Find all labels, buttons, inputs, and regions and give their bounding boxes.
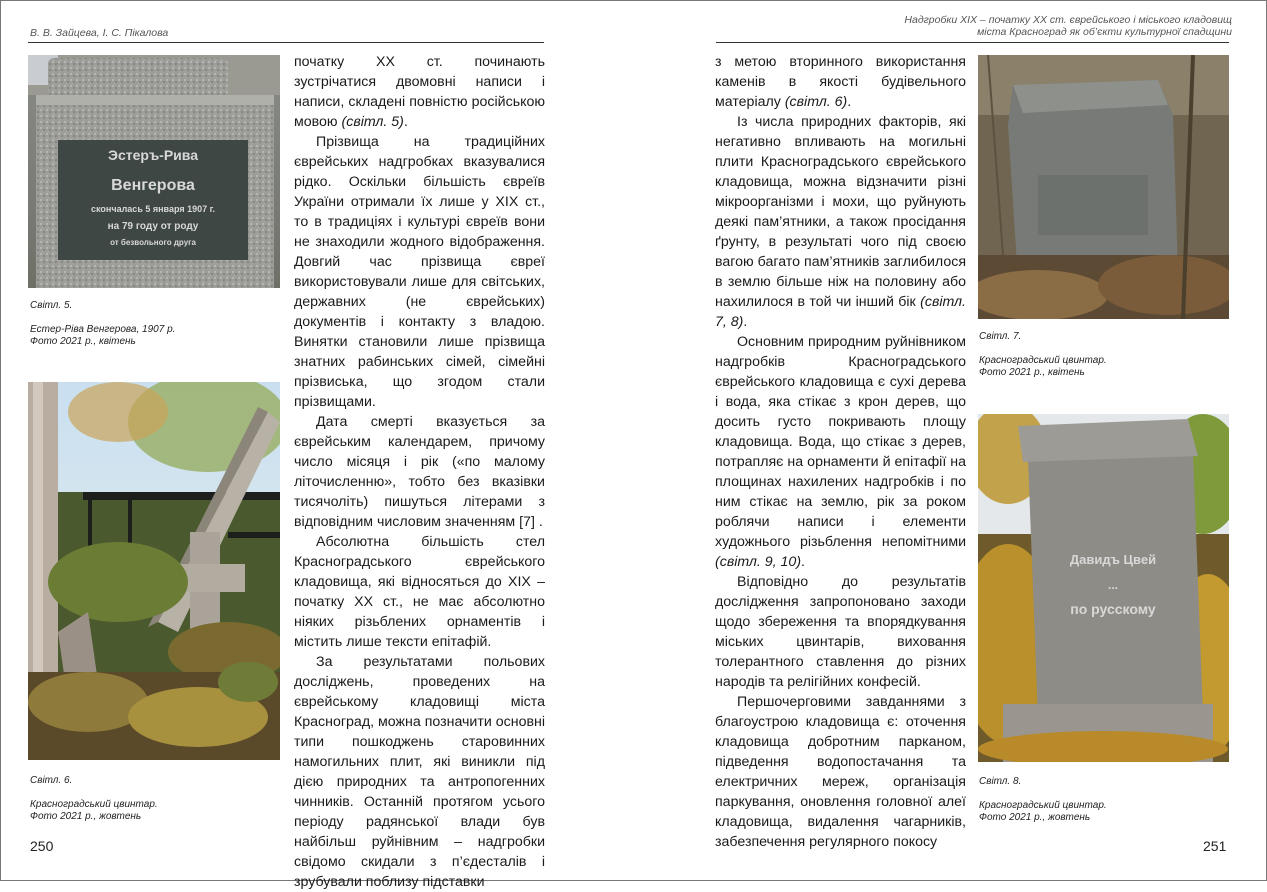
caption-photo-6 [30,775,158,823]
caption-6-line1: Красноградський цвинтар. [30,799,158,810]
left-text-column [294,52,545,892]
caption-8-line2: Фото 2021 р., жовтень [979,812,1091,823]
stone-8-line-3: по русскому [1070,601,1156,617]
left-running-head: В. В. Зайцева, І. С. Пікалова [30,27,169,39]
caption-7-line2: Фото 2021 р., квітень [979,367,1085,378]
caption-photo-5 [30,300,175,348]
stone-8-line-2: ... [1107,578,1119,592]
left-header-rule [28,42,544,43]
right-page-number: 251 [1203,838,1227,854]
right-running-head [904,14,1232,38]
left-paragraph-2: Прізвища на традиційних єврейських надгробках вказувалися рідко. Оскільки більшість євреїв України отримали їх лише у ХІХ ст., то в традиціях і культурі євреїв вони не знаходили жодного відображення. Довгий час прізвища євреї використовували лише для світських, державних (не єврейських) документів і контакту з владою. Винятки становили лише прізвища знатних рабинських сімей, сімейні прізвиська, що згодом стали прізвищами. [294,134,545,410]
right-running-head-line1: Надгробки ХІХ – початку ХХ ст. єврейського і міського кладовищ [904,14,1232,26]
stone-5-line-1: Эстеръ-Рива [108,147,198,163]
stone-5-line-4: на 79 году от роду [107,221,199,232]
caption-5-line1: Естер-Ріва Венгерова, 1907 р. [30,324,176,335]
caption-7-label: Світл. 7. [979,331,1022,342]
right-paragraph-1: з метою вторинного використання каменів в якості будівельного матеріалу (світл. 6). [715,54,966,110]
right-paragraph-3: Основним природним руйнівником надгробків Красноградського єврейського кладовища є сухі дерева і вода, яка стікає з крон дерев, що досить густо покривають площу кладовища. Вода, що стікає з дерев, потрапляє на орнаменти й епітафії на площинах нахилених надгробків і по ним стікає на землю, рік за роком роблячи написи і елементи художнього різьблення непомітними (світл. 9, 10). [715,334,966,570]
right-paragraph-4: Відповідно до результатів дослідження запропоновано заходи щодо збереження та впорядкування міських цвинтарів, виховання толерантного ставлення до різних народів та релігійних конфесій. [715,574,966,690]
photo-5-ester-riva-gravestone [28,55,280,288]
stone-5-line-5: от безвольного друга [110,238,196,247]
caption-photo-8 [979,776,1107,824]
stone-5-line-3: скончалась 5 января 1907 г. [91,204,215,214]
caption-photo-7 [979,331,1107,379]
right-running-head-line2: міста Красноград як об’єкти культурної спадщини [977,26,1232,38]
caption-6-line2: Фото 2021 р., жовтень [30,811,142,822]
right-paragraph-2: Із числа природних факторів, які негативно впливають на могильні плити Красноградського єврейського кладовища, можна відзначити різні мікроорганізми і мохи, що руйнують деякі пам’ятники, а також просідання ґрунту, в результаті чого під своєю вагою багато пам’ятників заглибилося в землю більше ніж на половину або нахилилося в той чи інший бік (світл. 7, 8). [715,114,966,330]
left-page-number: 250 [30,838,54,854]
caption-8-label: Світл. 8. [979,776,1022,787]
right-header-rule [716,42,1229,43]
stone-8-line-1: Давидъ Цвей [1069,552,1157,567]
left-paragraph-4: Абсолютна більшість стел Красноградського єврейського кладовища, які відносяться до ХІХ – початку ХХ ст., не має абсолютно ніяких різьблених орнаментів і містить лише тексти епітафій. [294,534,545,650]
stone-5-line-2: Венгерова [111,177,195,194]
photo-8-tilted-gravestone [978,414,1229,762]
right-paragraph-5: Першочерговими завданнями з благоустрою кладовища є: оточення кладовища добротним парканом, підведення водопостачання та електричних мереж, організація паркування, оновлення головної алеї кладовища, видалення чагарників, забезпечення регулярного покосу [715,694,966,850]
photo-6-fallen-cross [28,382,280,760]
caption-7-line1: Красноградський цвинтар. [979,355,1107,366]
caption-8-line1: Красноградський цвинтар. [979,800,1107,811]
left-paragraph-1: початку ХХ ст. починають зустрічатися двомовні написи і написи, складені повністю російською мовою (світл. 5). [294,54,545,130]
photo-7-sunken-stone [978,55,1229,319]
caption-5-line2: Фото 2021 р., квітень [30,336,136,347]
caption-5-label: Світл. 5. [30,300,73,311]
caption-6-label: Світл. 6. [30,775,73,786]
right-text-column [715,52,966,852]
left-paragraph-3: Дата смерті вказується за єврейським календарем, причому число місяця і рік («по малому літочисленню», тобто без вказівки тисячоліть) пишуться літерами з відповідним числовим значенням [7] . [294,414,545,530]
left-paragraph-5: За результатами польових досліджень, проведених на єврейському кладовищі міста Красноград, можна позначити основні типи пошкоджень старовинних намогильних плит, які виникли під дією природних та антропогенних чинників. Останній протягом усього періоду радянської влади був найбільш руйнівним – надгробки свідомо скидали з п’єдесталів і зрубували поблизу підставки [294,654,545,890]
